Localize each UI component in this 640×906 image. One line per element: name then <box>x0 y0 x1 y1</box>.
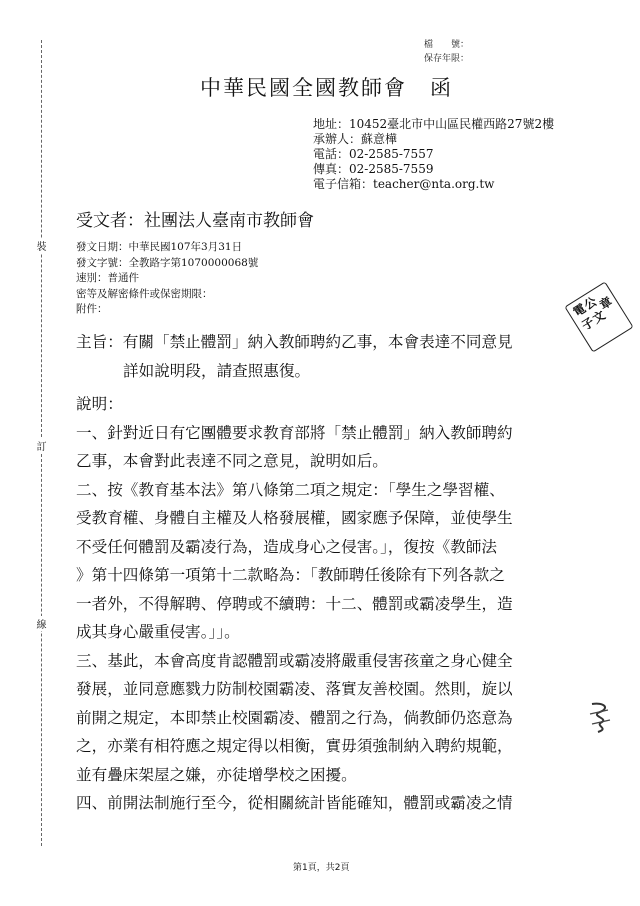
explanation-line: 並有疊床架屋之嫌，亦徒增學校之困擾。 <box>76 765 357 784</box>
recipient-line: 受文者：社團法人臺南市教師會 <box>76 211 314 231</box>
explanation-line: 發展，並同意應戮力防制校園霸凌、落實友善校園。然則，旋以 <box>76 680 513 698</box>
explanation-line: 不受任何體罰及霸凌行為，造成身心之侵害。」，復按《教師法 <box>76 537 498 556</box>
stamp-char: 文 <box>590 307 608 327</box>
stamp-char: 子 <box>579 314 597 334</box>
attachment: 附件： <box>76 303 108 315</box>
email-line: 電子信箱：teacher@nta.org.tw <box>313 177 495 191</box>
subject-section <box>76 328 513 385</box>
document-title: 中華民國全國教師會 函 <box>200 76 453 100</box>
stamp-char: 電 <box>570 301 589 320</box>
contact-block <box>313 117 554 192</box>
subject-line-1: 主旨：有關「禁止體罰」納入教師聘約乙事，本會表達不同意見 <box>76 333 513 351</box>
explanation-line: 一、針對近日有它團體要求教育部將「禁止體罰」納入教師聘約 <box>76 423 513 442</box>
explanation-line: 一者外，不得解聘、停聘或不續聘：十二、體罰或霸凌學生，造 <box>76 594 513 613</box>
binding-label-bind: 裝 <box>36 238 47 253</box>
subject-line-2: 詳如說明段，請查照惠復。 <box>123 361 311 380</box>
explanation-line: 二、按《教育基本法》第八條第二項之規定：「學生之學習權、 <box>76 480 505 499</box>
handwritten-mark <box>586 700 614 734</box>
explanation-line: 受教育權、身體自主權及人格發展權，國家應予保障，並使學生 <box>76 509 513 527</box>
issue-date: 發文日期：中華民國107年3月31日 <box>76 241 243 253</box>
phone-line: 電話：02-2585-7557 <box>313 147 434 161</box>
issue-number: 發文字號：全教路字第1070000068號 <box>76 256 259 269</box>
secrecy: 密等及解密條件或保密期限： <box>76 287 213 300</box>
stamp-char: 章 <box>596 294 615 313</box>
page-number: 第1頁，共2頁 <box>293 863 350 873</box>
explanation-line: 乙事，本會對此表達不同之意見，說明如后。 <box>76 452 388 470</box>
explanation-heading: 說明： <box>76 395 123 413</box>
explanation-line: 》第十四條第一項第十二款略為：「教師聘任後除有下列各款之 <box>76 566 505 584</box>
explanation-section <box>76 390 513 818</box>
explanation-line: 三、基此，本會高度肯認體罰或霸凌將嚴重侵害孩童之身心健全 <box>76 651 513 670</box>
file-number-label: 檔 號： <box>424 40 470 50</box>
explanation-line: 成其身心嚴重侵害。」」。 <box>76 623 240 641</box>
explanation-line: 前開之規定，本即禁止校園霸凌、體罰之行為，倘教師仍恣意為 <box>76 708 513 727</box>
explanation-line: 四、前開法制施行至今，從相關統計皆能確知，體罰或霸凌之情 <box>76 794 513 812</box>
fax-line: 傳真：02-2585-7559 <box>313 162 434 176</box>
stamp-char: 公 <box>581 294 600 313</box>
handler-line: 承辦人：蘇意樺 <box>313 132 398 146</box>
meta-block <box>76 240 258 318</box>
speed: 速別：普通件 <box>76 272 139 284</box>
electronic-seal-stamp <box>564 281 633 352</box>
address-line: 地址：10452臺北市中山區民權西路27號2樓 <box>313 117 555 131</box>
binding-label-staple: 訂 <box>36 438 47 453</box>
explanation-line: 之，亦業有相符應之規定得以相衡，實毋須強制納入聘約規範， <box>76 737 513 755</box>
retention-label: 保存年限： <box>424 54 470 64</box>
binding-label-line: 線 <box>36 616 47 631</box>
